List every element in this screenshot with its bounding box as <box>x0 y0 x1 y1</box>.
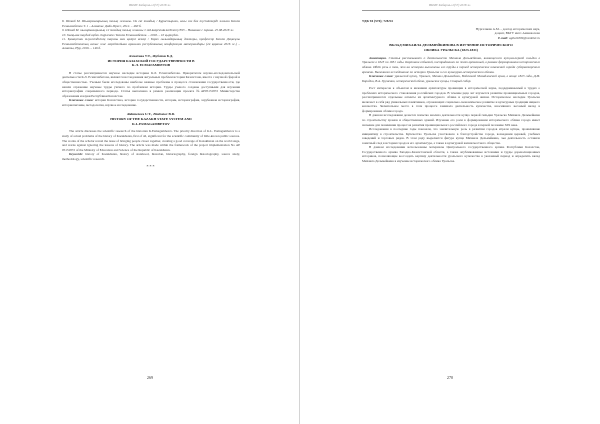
body-paragraph: Исследования в последние годы показали, что значительную роль в развитии городов играли купцы, проявлявшие инициативу в строительстве. Купечество Уральска участвовало в благоустройстве города, возведении церквей, учебных заведений и торговых рядов. В этом ряду выделяется фигура купца Михаила Дельмейкина, чья деятельность оставила заметный след в истории города и его архитектуре, а также в культурной жизни местного общества. <box>362 127 540 145</box>
article1-keywords: история Казахстана, история государственности, историк, историография, зарубежная историография, историописание, методология, научное исследование. <box>62 98 241 107</box>
page-number-left: 269 <box>146 375 154 380</box>
reference-11: 11. Қазақстан тәуелсіздігінің тарихы мен қазіргі кезеңі / Тарих ғылымдарының докторы, профессор Кешім Деңкеұлы Есмағамбетовтың алпыс жас мерейтойына арналған республикалық конференция материалдары (24 қараша 2016 ж.) – Алматы, Нур, 2016. – 146 б. <box>62 37 240 51</box>
annotation-para <box>362 56 540 74</box>
article1-title-line1: ИСТОРИЯ КАЗАХСКОЙ ГОСУДАРСТВЕННОСТИ В <box>107 58 195 63</box>
running-header-right: ВКМУ Хабаршы 2(57) 2018 ж. <box>429 3 471 7</box>
article2-title-line1: HISTORY OF THE KAZAKH STATE SYSTEM AND <box>110 117 192 122</box>
email-label: E-mail: <box>498 35 509 40</box>
keywords-label: Ключевые слова: <box>369 74 394 79</box>
udk-code: УДК 94 (574); 728.94 <box>362 19 393 23</box>
article2-abstract: The article discusses the scientific research of the historian K.Esmagambetov. The priority direction of K.L. Esmagambetov is a study of actual problems of the history of Kazakhstan, first of all, significant for the scientific community of little-known public sources. The works of the scholar reveal the issue of bringing people closer together, creating a good coverage of Kazakhstan on the world stage, and warns against ignoring the lessons of history. The article was made within the framework of the project implementation No AP 05131872 of the Ministry of Education and Science of the Republic of Kazakhstan. <box>62 129 240 152</box>
reference-10: 10. Халқыма таудай еңбек сіңіргенім / Кешім Есмағамбетов. – 2018. – 10 қыркүйек. <box>62 32 179 37</box>
article1-keywords-para <box>62 98 240 107</box>
left-column <box>62 19 240 169</box>
article2-authors: Akhmetova U.T., Zhubatov B.D. <box>126 112 176 117</box>
right-page <box>300 0 600 424</box>
keywords-text: уральский купец, Уральск, Михаил Дельмейкин, Войсковой Михайловский храм, в конце 1823 года, Д.М. Бородин, В.А. Груменко, исторический облик, уральские купцы, Старый собор. <box>362 74 541 83</box>
body-paragraph: В данном исследовании использованы материалы Центрального государственного архива Республики Казахстан, Государственного архива Западно-Казахстанской области, а также опубликованные источники и труды дореволюционных историков, позволяющие воссоздать картину деятельности уральского купечества в указанный период и определить вклад Михаила Дельмейкина в изучение исторического облика Уральска. <box>362 145 540 163</box>
author-line1: Нургалиева А.М. – доктор исторических наук, <box>475 26 540 31</box>
article-title-line1: ВКЛАД МИХАИЛА ДЕЛЬМЕЙКИНОВА В ИЗУЧЕНИЕ ИСТОРИЧЕСКОГО <box>389 43 513 48</box>
running-header-left: ВКМУ Хабаршы 2(57) 2018 ж. <box>129 3 171 7</box>
article2-keywords: history of Kazakhstan, history of statehood, historian, historiography, foreign historiography, source study, methodology, scientific research. <box>62 152 240 161</box>
annotation-label: Аннотация. <box>369 55 387 60</box>
keywords-para <box>362 74 540 83</box>
author-email: agilal1809@rambler.ru <box>509 35 540 40</box>
article2-keywords-label: Keywords: <box>69 152 84 157</box>
section-separator: *** <box>146 164 156 170</box>
annotation-text: Статья рассказывает о деятельности Михаила Дельмейкина, являющегося купцом-первой гильдии в Уральске в 1823 по 1831 годы. Картинки событий, пострадавших по этот временный, в рамках формирования исторического облика. Идёт речь о том, что на историю выполнены его труды в период исторических изменений города губернаторского времени. Выполнено исследование по истории Уральска и его культурно-исторического облика. <box>362 55 540 74</box>
body-paragraph: Рост интересов к объектам и явлениям архитектуры провинции в исторической науке, поддерживаемый в трудах о проблемах исторического становления российских городов. В течение ряда лет изучается развитие провинциальных городов, рассматриваются отдельные аспекты их архитектурного облика и культурной жизни. Историческое наследие Уральска включает в себя ряд уникальных памятников, отражающих социально-экономическое развитие и культурные традиции яицкого казачества. Значительное место в этом процессе занимала деятельность купечества, вносившего весомый вклад в формирование облика города. <box>362 86 540 113</box>
article1-authors: Ахметова У.Т., Жубатов Б.Д. <box>128 53 174 58</box>
body-paragraph: В данном исследовании делается попытка анализа деятельности купца первой гильдии Уральска Михаила Дельмейкина по строительству храмов и общественных зданий. Изучение его роли в формировании исторического облика города имеет значение для понимания процессов развития провинциального российского города в первой половине XIX века. <box>362 113 540 127</box>
reference-8: 8. Шокай М. Шығармаларының толық жинағы. Он екі томдық / Құрастырған, алғы сөз бен түсініктерді жазған Кешім Есмағамбетов Т. 1 – Алматы: Дайк-Пресс, 2012. – 460 б. <box>62 19 240 28</box>
article1-abstract: В статье рассматривается научное наследие историка К.Л. Есмагамбетова. Приоритетом научно-исследовательской деятельности К.Л. Есмагамбетова, являются исследования актуальных проблем истории Казахстана, вместе с научной сферой и общественностью. Ученым были исследованы наиболее важные проблемы в процессе становления государственности, где нашли отражение научные труды учёного по проблемам истории. Труды ученого созданы доступными для изучения историографии современного периода. Статья выполнена в рамках реализации проекта №AP05131872 Министерства образования и науки Республики Казахстан. <box>62 70 240 98</box>
article1-keywords-label: Ключевые слова: <box>69 98 94 103</box>
page-number-right: 270 <box>446 375 454 380</box>
article1-title-line2: К.Л. ЕСМАГАМБЕТОВ <box>131 63 171 68</box>
header-rule-right <box>362 10 540 11</box>
reference-9: 9. Шокай М. шығармаларының 12 томдық толық жинағы // old.kazpravda.kz/history/393 – Название с экрана. 25.08.2018 ж. <box>62 28 235 33</box>
header-rule-left <box>62 10 240 11</box>
article2-keywords-para <box>62 152 240 161</box>
right-column <box>362 19 540 163</box>
article-title-line2: ОБЛИКА УРАЛЬСКА (1823-1831) <box>424 48 478 53</box>
author-line2: доцент, ВКГУ им.С.Аманжолова <box>494 31 540 36</box>
article2-title-line2: K.L.ESMAGAMBETOV <box>132 121 170 126</box>
